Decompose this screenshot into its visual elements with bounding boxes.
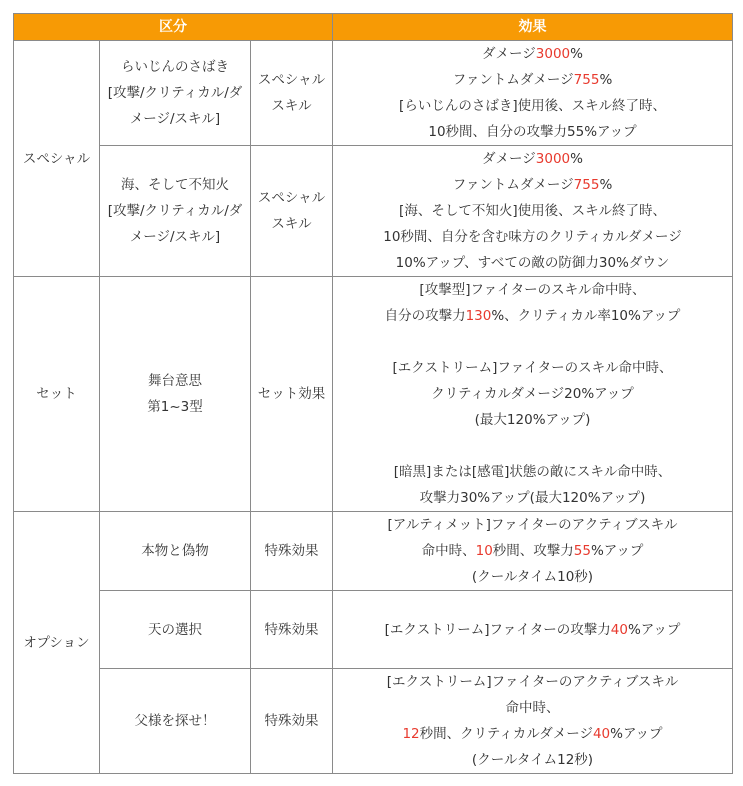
effect-text: ファントムダメージ [452, 177, 574, 193]
effect-text: 自分の攻撃力 [384, 308, 466, 324]
equipment-effects-table [13, 13, 733, 774]
effect-line [335, 512, 730, 538]
effect-text: [エクストリーム]ファイターのスキル命中時、 [392, 360, 673, 376]
effect-line [335, 198, 730, 224]
effect-line [335, 119, 730, 145]
effect-line [335, 41, 730, 67]
effect-line [335, 224, 730, 250]
table-row [14, 669, 733, 774]
effect-text: % [599, 72, 613, 88]
highlight-value: 10 [475, 543, 493, 559]
effect-text: % [570, 46, 583, 62]
item-type [251, 591, 333, 669]
effect-text: [らいじんのさばき]使用後、スキル終了時、 [399, 98, 666, 114]
highlight-value: 130 [465, 308, 492, 324]
item-name [100, 669, 251, 774]
effect-text: ダメージ [482, 151, 536, 167]
effect-line [335, 617, 730, 643]
effect-text: [エクストリーム]ファイターのアクティブスキル [386, 674, 679, 690]
effect-line [335, 146, 730, 172]
group-label: セット [14, 277, 100, 512]
item-name [100, 591, 251, 669]
item-name-line: メージ/スキル] [129, 229, 221, 245]
table-body [14, 41, 733, 774]
table-row [14, 41, 733, 146]
table-row [14, 512, 733, 591]
item-name-line: 本物と偽物 [141, 543, 209, 559]
item-effect [333, 277, 733, 512]
effect-text: %アップ [627, 621, 681, 638]
effect-line [335, 355, 730, 381]
effect-line [335, 250, 730, 276]
item-name [100, 41, 251, 146]
item-name-line: 父様を探せ！ [134, 713, 216, 729]
effect-text: 10秒間、自分を含む味方のクリティカルダメージ [383, 229, 682, 245]
effect-text: %、クリティカル率10%アップ [491, 308, 681, 324]
table-row [14, 591, 733, 669]
item-name-line: 海、そして不知火 [121, 177, 229, 193]
effect-text: %アップ [590, 543, 644, 559]
table-row [14, 146, 733, 277]
effect-blank-line [335, 433, 730, 459]
highlight-value: 755 [573, 72, 600, 88]
item-effect [333, 669, 733, 774]
effect-line [335, 564, 730, 590]
effect-line [335, 67, 730, 93]
effect-line [335, 485, 730, 511]
effect-text: 秒間、攻撃力 [492, 543, 574, 559]
item-type [251, 277, 333, 512]
effect-line [335, 695, 730, 721]
effect-text: 10%アップ、すべての敵の防御力30%ダウン [395, 255, 670, 271]
item-name [100, 277, 251, 512]
effect-text: ファントムダメージ [452, 72, 574, 88]
item-type-line: スキル [271, 216, 312, 232]
effect-text: 命中時、 [421, 543, 476, 559]
highlight-value: 12 [402, 726, 420, 742]
effect-text: 命中時、 [505, 700, 560, 716]
item-type-line: 特殊効果 [264, 621, 319, 638]
highlight-value: 55 [573, 543, 591, 559]
item-type [251, 669, 333, 774]
effect-text: クリティカルダメージ20%アップ [431, 386, 634, 402]
effect-line [335, 277, 730, 303]
header-effect: 効果 [333, 14, 733, 41]
effect-line [335, 721, 730, 747]
item-effect [333, 41, 733, 146]
effect-text: ダメージ [482, 46, 536, 62]
item-type [251, 146, 333, 277]
effect-text: [海、そして不知火]使用後、スキル終了時、 [399, 203, 666, 219]
item-name-line: 舞台意思 [148, 373, 202, 389]
item-type [251, 512, 333, 591]
group-label: スペシャル [14, 41, 100, 277]
effect-line [335, 407, 730, 433]
item-name-line: [攻撃/クリティカル/ダ [107, 85, 243, 101]
effect-line [335, 669, 730, 695]
group-label: オプション [14, 512, 100, 774]
item-type-line: セット効果 [257, 386, 326, 402]
effect-text: %アップ [610, 726, 663, 742]
item-type-line: スキル [271, 98, 312, 114]
effect-text: % [570, 151, 583, 167]
effect-blank-line [335, 329, 730, 355]
effect-text: 攻撃力30%アップ(最大120%アップ) [419, 490, 646, 506]
effect-line [335, 747, 730, 773]
highlight-value: 755 [573, 177, 600, 193]
item-type-line: 特殊効果 [264, 543, 319, 559]
effect-line [335, 538, 730, 564]
header-row [14, 14, 733, 41]
effect-line [335, 172, 730, 198]
effect-line [335, 459, 730, 485]
highlight-value: 3000 [535, 151, 571, 167]
effect-text: [エクストリーム]ファイターの攻撃力 [384, 621, 611, 638]
effect-line [335, 303, 730, 329]
effect-text: (クールタイム12秒) [471, 752, 594, 768]
effect-text: 10秒間、自分の攻撃力55%アップ [428, 124, 637, 140]
item-effect [333, 512, 733, 591]
effect-line [335, 381, 730, 407]
item-name [100, 512, 251, 591]
effect-text: [暗黒]または[感電]状態の敵にスキル命中時、 [393, 464, 672, 480]
item-type [251, 41, 333, 146]
effect-text: [攻撃型]ファイターのスキル命中時、 [419, 282, 646, 298]
item-name-line: 第1~3型 [147, 399, 203, 415]
item-name-line: メージ/スキル] [129, 111, 221, 127]
header-category: 区分 [14, 14, 333, 41]
highlight-value: 40 [610, 621, 628, 638]
highlight-value: 3000 [535, 46, 571, 62]
effect-text: [アルティメット]ファイターのアクティブスキル [387, 517, 678, 533]
item-effect [333, 591, 733, 669]
item-name-line: らいじんのさばき [121, 59, 229, 75]
item-name-line: 天の選択 [148, 621, 202, 638]
item-name [100, 146, 251, 277]
item-type-line: 特殊効果 [264, 713, 319, 729]
highlight-value: 40 [592, 726, 611, 742]
effect-text: 秒間、クリティカルダメージ [419, 726, 593, 742]
effect-text: (最大120%アップ) [474, 412, 591, 428]
table-row [14, 277, 733, 512]
item-effect [333, 146, 733, 277]
effect-line [335, 93, 730, 119]
item-type-line: スペシャル [257, 72, 326, 88]
item-name-line: [攻撃/クリティカル/ダ [107, 203, 243, 219]
effect-text: % [599, 177, 613, 193]
item-type-line: スペシャル [257, 190, 326, 206]
effect-text: (クールタイム10秒) [471, 569, 594, 585]
